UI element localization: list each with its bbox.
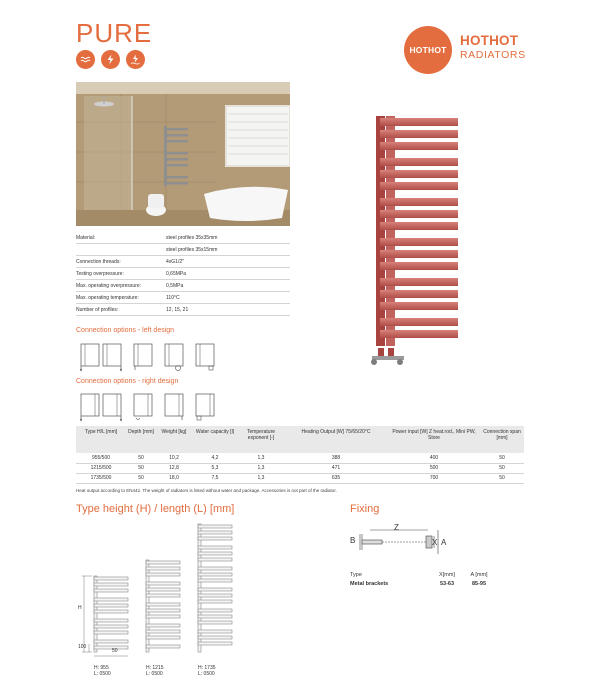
bathroom-photo	[76, 82, 290, 226]
connection-right-diagrams	[80, 392, 215, 422]
table-header-cell: Connection span [mm]	[480, 426, 524, 453]
table-cell: 4,2	[192, 453, 238, 463]
table-header-cell: Weight [kg]	[156, 426, 192, 453]
dim-50-label: 50	[112, 648, 118, 654]
brand-circle-text: HOTHOT	[409, 45, 447, 55]
table-cell: 955/500	[76, 453, 126, 463]
heating-badges	[76, 50, 145, 69]
fixing-table-header	[350, 570, 494, 579]
spec-value: 0,65MPa	[166, 270, 187, 277]
fixing-row-x: 53-63	[439, 580, 455, 587]
table-cell: 50	[480, 473, 524, 483]
spec-row	[76, 232, 290, 244]
spec-value: 4xG1/2"	[166, 258, 184, 265]
spec-row	[76, 280, 290, 292]
table-cell: 388	[284, 453, 388, 463]
connection-diagram	[133, 392, 153, 422]
fixing-label-z: Z	[394, 523, 399, 532]
table-header-cell: Depth [mm]	[126, 426, 156, 453]
connection-diagram	[80, 342, 122, 372]
table-header-cell: Heating Output [W] 75/65/20°C	[284, 426, 388, 453]
spec-row	[76, 292, 290, 304]
table-row	[76, 463, 524, 473]
table-row	[76, 453, 524, 463]
spec-label: Number of profiles:	[76, 306, 119, 313]
type-label-1735	[198, 665, 216, 677]
connection-right-title: Connection options - right design	[76, 378, 179, 385]
radiator-product-image	[368, 112, 464, 368]
type-label-1215	[146, 665, 164, 677]
fixing-label-b: B	[350, 536, 356, 545]
connection-left-diagrams	[80, 342, 215, 372]
type-label-h: H: 955	[94, 665, 109, 671]
type-label-h: H: 1735	[198, 665, 216, 671]
water-heating-icon	[76, 50, 95, 69]
table-header-row	[76, 426, 524, 453]
table-cell: 7,5	[192, 473, 238, 483]
table-cell: 471	[284, 463, 388, 473]
fixing-row-type: Metal brackets	[350, 580, 389, 587]
spec-label: Testing overpressure:	[76, 270, 124, 277]
connection-diagram	[164, 342, 184, 372]
fixing-title: Fixing	[350, 503, 380, 515]
fixing-table	[350, 570, 494, 588]
type-label-955	[94, 665, 111, 677]
table-cell: 50	[126, 473, 156, 483]
fixing-row-a: 85-95	[471, 580, 487, 587]
connection-diagram	[80, 392, 122, 422]
connection-diagram	[195, 392, 215, 422]
table-footnote: Heat output according to EN442. The weight of radiators is listed without water and package. Accessories is not part of the radiator.	[76, 488, 337, 493]
table-row	[76, 473, 524, 483]
connection-left-title: Connection options - left design	[76, 327, 175, 334]
table-cell: 50	[126, 453, 156, 463]
fixing-label-a: A	[441, 538, 447, 547]
table-cell: 1,3	[238, 473, 284, 483]
dim-h-label: H	[78, 605, 82, 611]
table-cell: 10,2	[156, 453, 192, 463]
spec-label: Max. operating overpressure:	[76, 282, 142, 289]
fixing-table-row	[350, 579, 494, 588]
spec-row	[76, 244, 290, 256]
table-cell: 1735/500	[76, 473, 126, 483]
connection-diagram	[195, 342, 215, 372]
spec-value: 0,5MPa	[166, 282, 184, 289]
fixing-label-x: X	[432, 538, 438, 547]
spec-row	[76, 304, 290, 316]
type-label-l: L: 0500	[94, 671, 111, 677]
type-label-l: L: 0500	[198, 671, 215, 677]
electric-heating-icon	[101, 50, 120, 69]
table-cell: 1215/500	[76, 463, 126, 473]
type-label-h: H: 1215	[146, 665, 164, 671]
connection-diagram	[133, 342, 153, 372]
table-cell: 12,8	[156, 463, 192, 473]
fixing-header-type: Type	[350, 571, 362, 578]
fixing-bracket-drawing	[346, 520, 456, 562]
fixing-header-a: A [mm]	[470, 571, 488, 578]
brand-logo-text	[460, 34, 526, 60]
table-cell: 5,3	[192, 463, 238, 473]
brand-line1: HOTHOT	[460, 33, 519, 48]
table-cell: 50	[480, 453, 524, 463]
technical-data-table	[76, 426, 524, 484]
spec-label: Max. operating temperature:	[76, 294, 139, 301]
spec-list	[76, 232, 290, 316]
table-header-cell: Type H/L [mm]	[76, 426, 126, 453]
connection-diagram	[164, 392, 184, 422]
dual-heating-icon	[126, 50, 145, 69]
spec-row	[76, 256, 290, 268]
type-height-drawings	[76, 520, 246, 660]
table-cell: 18,0	[156, 473, 192, 483]
spec-label: Material:	[76, 234, 96, 241]
table-header-cell: Temperature exponent [-]	[238, 426, 284, 453]
spec-row	[76, 268, 290, 280]
table-cell: 700	[388, 473, 480, 483]
table-cell: 500	[388, 463, 480, 473]
table-header-cell: Water capacity [l]	[192, 426, 238, 453]
type-label-l: L: 0500	[146, 671, 163, 677]
spec-value: steel profiles 35x15mm	[166, 246, 218, 253]
product-title: PURE	[76, 18, 153, 48]
table-cell: 1,3	[238, 453, 284, 463]
table-cell: 50	[480, 463, 524, 473]
spec-label: Connection threads:	[76, 258, 121, 265]
dim-100-label: 100	[78, 644, 87, 650]
brand-logo-circle	[404, 26, 452, 74]
brand-line2: RADIATORS	[460, 48, 526, 61]
spec-value: steel profiles 35x35mm	[166, 234, 218, 241]
spec-value: 110°C	[166, 294, 180, 301]
table-header-cell: Power input [W] Z heat.rod., Mini PW, Store	[388, 426, 480, 453]
table-cell: 1,3	[238, 463, 284, 473]
table-cell: 50	[126, 463, 156, 473]
fixing-header-x: X[mm]	[439, 571, 455, 578]
type-height-title: Type height (H) / length (L) [mm]	[76, 503, 235, 515]
table-cell: 400	[388, 453, 480, 463]
table-cell: 635	[284, 473, 388, 483]
spec-value: 12, 15, 21	[166, 306, 189, 313]
